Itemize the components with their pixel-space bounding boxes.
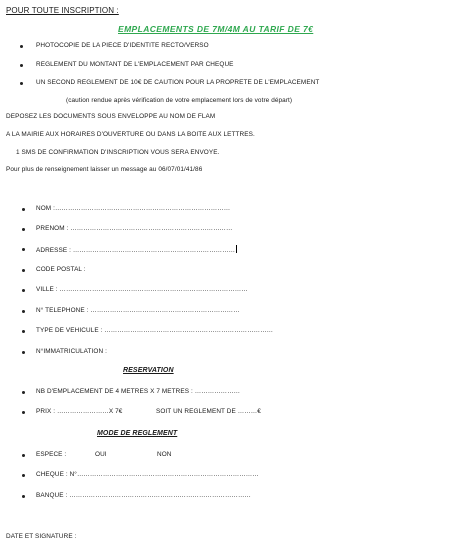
prix-field[interactable]: PRIX : ……………………X 7€ [36, 408, 123, 415]
nom-field[interactable]: NOM :……………………………………………………………………… [36, 205, 231, 212]
bullet-marker [20, 64, 23, 67]
deposit-instruction: DEPOSEZ LES DOCUMENTS SOUS ENVELOPPE AU NOM DE FLAM [6, 113, 216, 120]
bullet-marker [22, 228, 25, 231]
text-cursor [236, 245, 237, 253]
requirement-item: PHOTOCOPIE DE LA PIECE D'IDENTITE RECTO/VERSO [36, 42, 209, 49]
bullet-marker [22, 474, 25, 477]
espece-oui-option[interactable]: OUI [95, 451, 107, 458]
bullet-marker [20, 82, 23, 85]
bullet-marker [22, 289, 25, 292]
requirement-item: REGLEMENT DU MONTANT DE L'EMPLACEMENT PAR CHEQUE [36, 61, 234, 68]
immatriculation-field[interactable]: N°IMMATRICULATION : [36, 348, 107, 355]
adresse-field[interactable] [36, 245, 237, 254]
subtitle-emplacements: EMPLACEMENTS DE 7M/4M AU TARIF DE 7€ [118, 24, 314, 34]
bullet-marker [22, 351, 25, 354]
bullet-marker [22, 208, 25, 211]
cheque-field[interactable]: CHEQUE : N°………………………………………………………………………… [36, 471, 259, 478]
contact-info: Pour plus de renseignement laisser un message au 06/07/01/41/86 [6, 166, 203, 173]
reservation-heading: RESERVATION [123, 367, 174, 374]
caution-note: (caution rendue après vérification de votre emplacement lors de votre départ) [66, 97, 293, 104]
telephone-field[interactable]: N° TELEPHONE : …………………………………………………………… [36, 307, 240, 314]
prenom-field[interactable]: PRENOM : ………………………………………………………………… [36, 225, 233, 232]
signature-label: DATE ET SIGNATURE : [6, 533, 77, 540]
code-postal-field[interactable]: CODE POSTAL : [36, 266, 86, 273]
sms-confirmation: 1 SMS DE CONFIRMATION D'INSCRIPTION VOUS SERA ENVOYE. [16, 149, 220, 156]
payment-heading: MODE DE REGLEMENT [97, 430, 178, 437]
adresse-field-label: ADRESSE : ………………………………………………………………… [36, 247, 236, 254]
bullet-marker [22, 330, 25, 333]
bullet-marker [22, 411, 25, 414]
bullet-marker [22, 454, 25, 457]
type-vehicule-field[interactable]: TYPE DE VEHICULE : …………………………………………………………………… [36, 327, 274, 334]
banque-field[interactable]: BANQUE : ………………………………………………………………………… [36, 492, 251, 499]
reglement-total-field[interactable]: SOIT UN REGLEMENT DE ………€ [156, 408, 261, 415]
bullet-marker [22, 248, 25, 251]
bullet-marker [20, 45, 23, 48]
requirement-item: UN SECOND REGLEMENT DE 10€ DE CAUTION POUR LA PROPRETE DE L'EMPLACEMENT [36, 79, 320, 86]
page-title: POUR TOUTE INSCRIPTION : [6, 6, 119, 15]
nb-emplacement-field[interactable]: NB D'EMPLACEMENT DE 4 METRES X 7 METRES : ………………… [36, 388, 241, 395]
bullet-marker [22, 495, 25, 498]
espece-label: ESPECE : [36, 451, 67, 458]
bullet-marker [22, 391, 25, 394]
deposit-instruction: A LA MAIRIE AUX HORAIRES D'OUVERTURE OU DANS LA BOITE AUX LETTRES. [6, 131, 255, 138]
ville-field[interactable]: VILLE : …………………………………………………………………………… [36, 286, 248, 293]
bullet-marker [22, 310, 25, 313]
bullet-marker [22, 269, 25, 272]
espece-non-option[interactable]: NON [157, 451, 172, 458]
